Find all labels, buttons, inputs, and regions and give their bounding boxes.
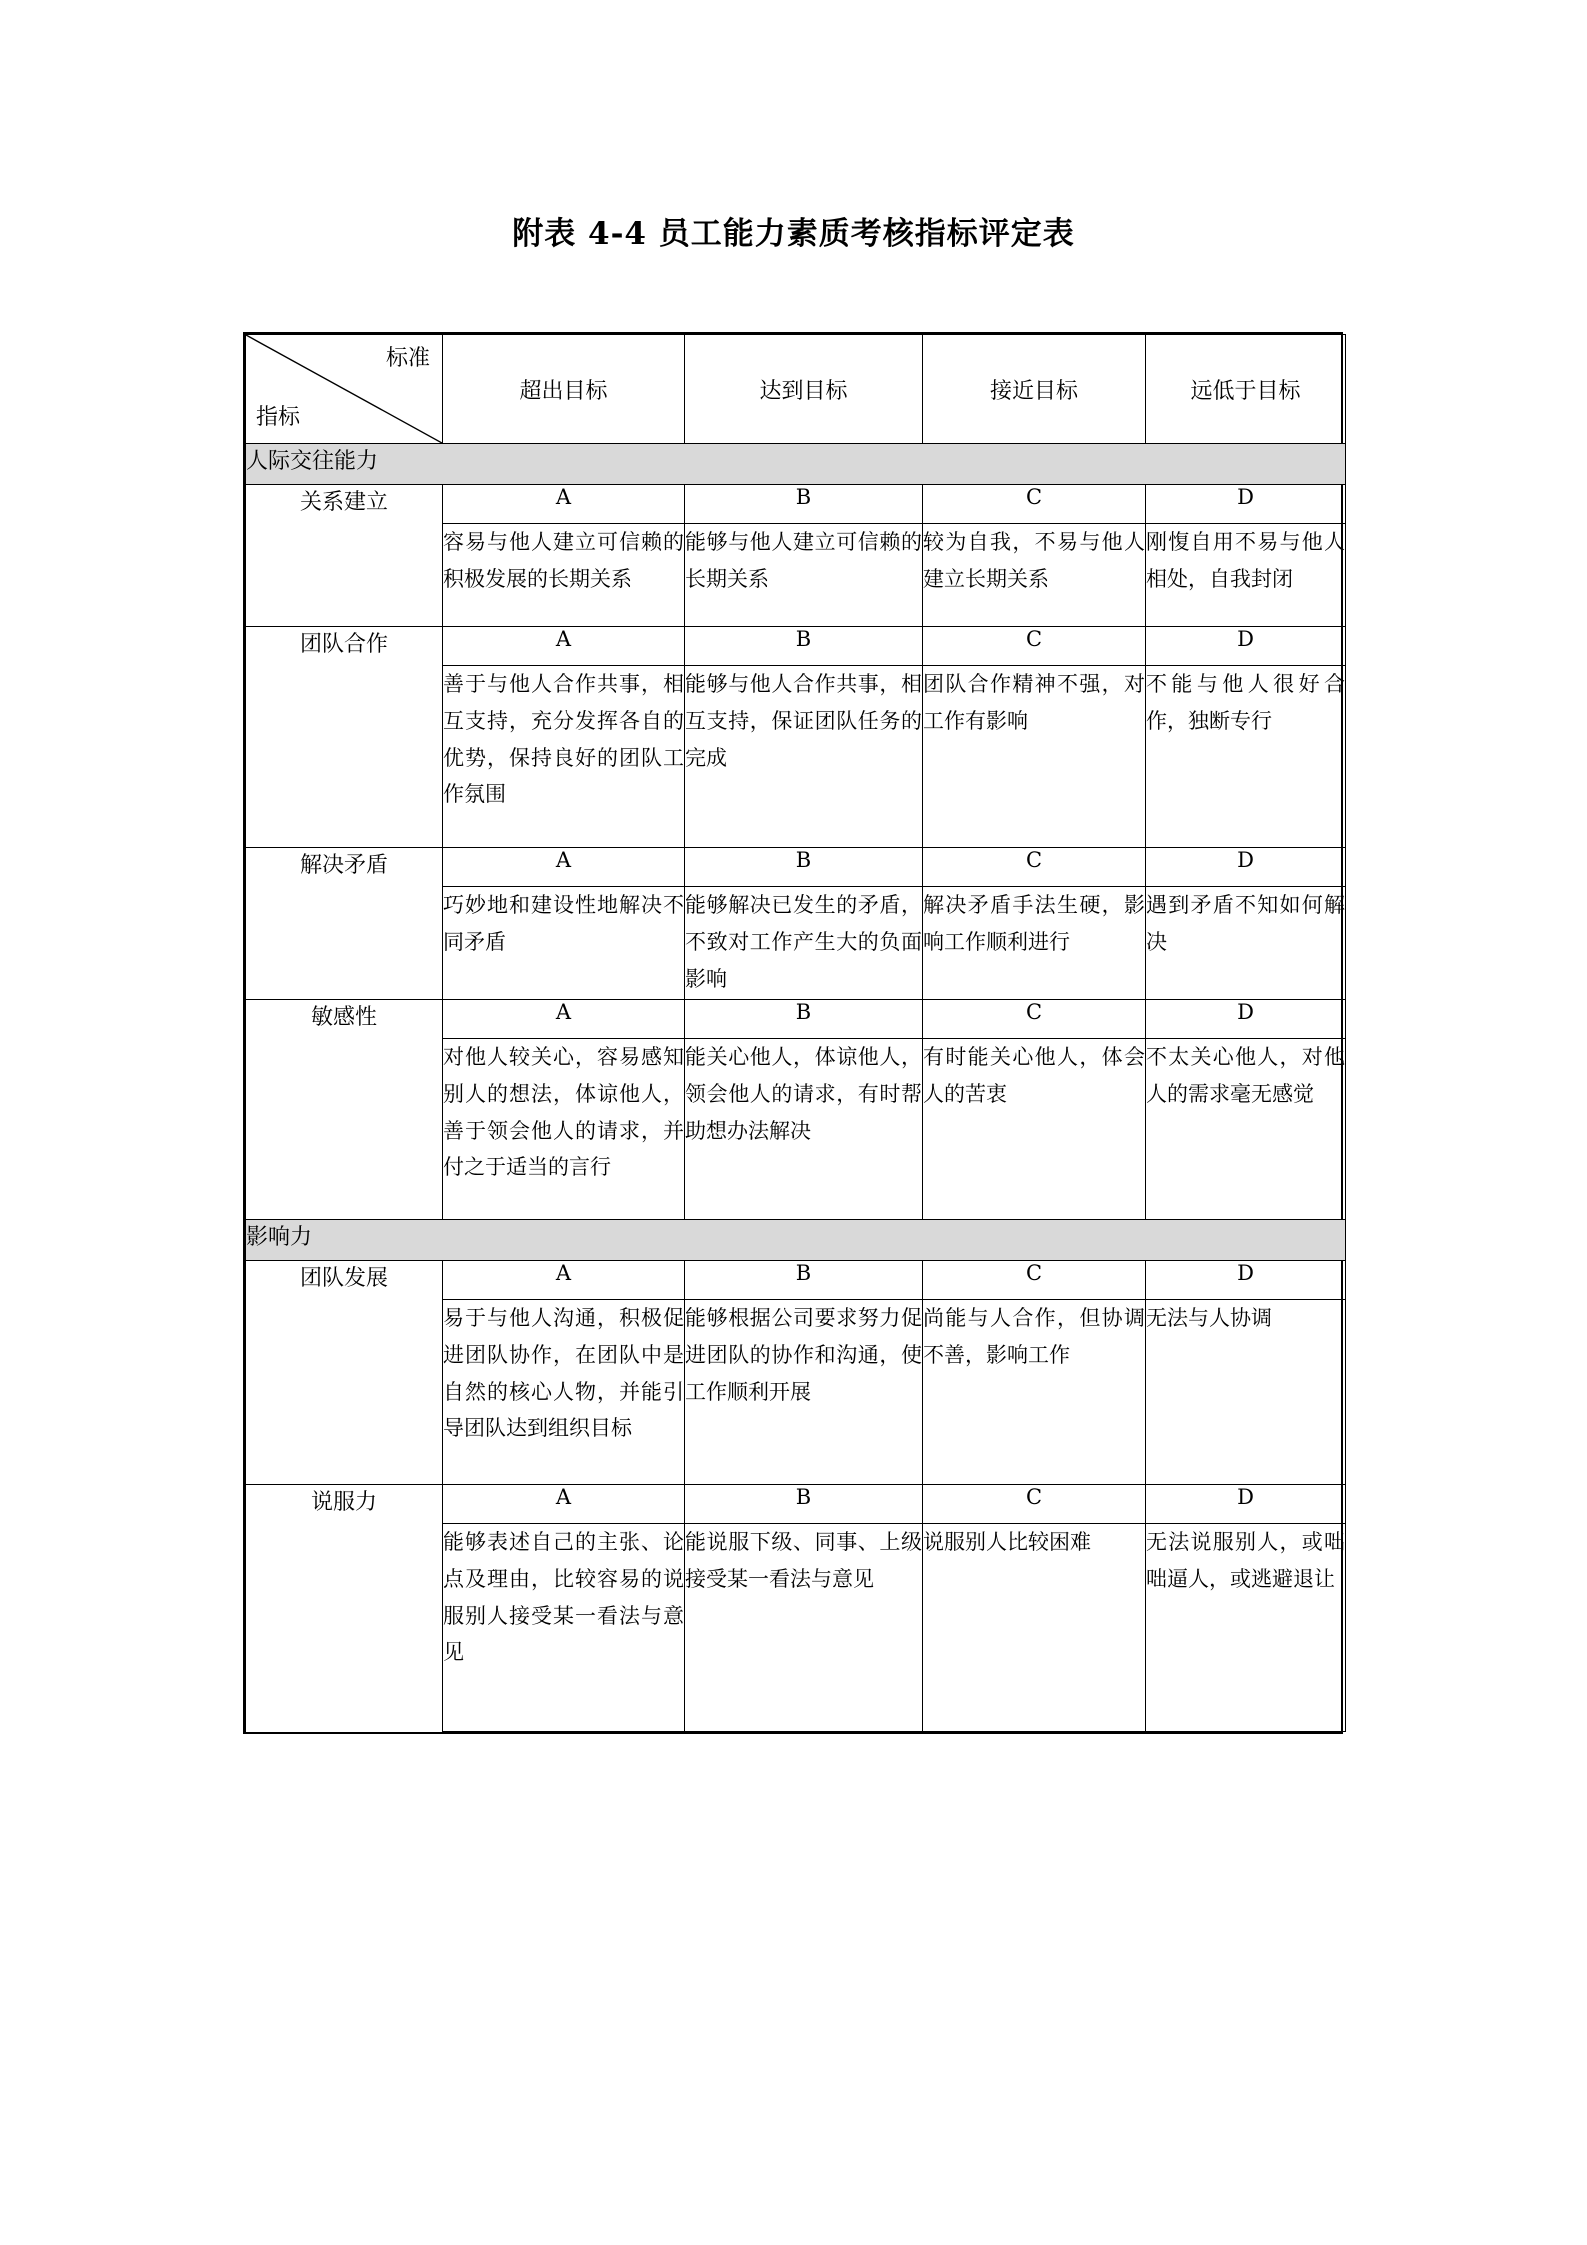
grade-letter: A bbox=[443, 1261, 685, 1300]
description-cell bbox=[685, 1524, 923, 1732]
grade-letter: D bbox=[1146, 1261, 1346, 1300]
description-text: 无法说服别人，或咄咄逼人，或逃避退让 bbox=[1146, 1530, 1345, 1591]
table-header-row bbox=[246, 335, 1346, 444]
header-standard-label: 标准 bbox=[385, 346, 430, 371]
description-text: 能说服下级、同事、上级接受某一看法与意见 bbox=[685, 1530, 922, 1591]
description-cell bbox=[923, 1300, 1146, 1485]
description-cell bbox=[923, 1524, 1146, 1732]
description-text: 较为自我，不易与他人建立长期关系 bbox=[923, 530, 1145, 591]
description-text: 对他人较关心，容易感知别人的想法，体谅他人，善于领会他人的请求，并付之于适当的言行 bbox=[443, 1045, 684, 1180]
grade-letter: D bbox=[1146, 1485, 1346, 1524]
description-cell bbox=[443, 666, 685, 848]
description-text: 巧妙地和建设性地解决不同矛盾 bbox=[443, 893, 684, 954]
description-text: 易于与他人沟通，积极促进团队协作，在团队中是自然的核心人物，并能引导团队达到组织目标 bbox=[443, 1306, 684, 1441]
description-text: 无法与人协调 bbox=[1146, 1306, 1272, 1330]
grade-letter: C bbox=[923, 627, 1146, 666]
description-cell bbox=[1146, 524, 1346, 627]
description-text: 有时能关心他人，体会人的苦衷 bbox=[923, 1045, 1145, 1106]
column-header-2: 达到目标 bbox=[685, 335, 923, 444]
description-cell bbox=[1146, 1524, 1346, 1732]
description-text: 能够表述自己的主张、论点及理由，比较容易的说服别人接受某一看法与意见 bbox=[443, 1530, 684, 1665]
description-text: 说服别人比较困难 bbox=[923, 1530, 1091, 1554]
grade-letter-row bbox=[246, 627, 1346, 666]
section-header-row bbox=[246, 444, 1346, 485]
rating-table-container bbox=[243, 332, 1343, 1734]
description-text: 团队合作精神不强，对工作有影响 bbox=[923, 672, 1145, 733]
description-cell bbox=[443, 887, 685, 1000]
grade-letter-row bbox=[246, 848, 1346, 887]
description-cell bbox=[443, 1300, 685, 1485]
description-cell bbox=[1146, 1039, 1346, 1220]
description-cell bbox=[1146, 1300, 1346, 1485]
indicator-name-cell: 团队合作 bbox=[246, 627, 443, 848]
grade-letter-row bbox=[246, 1261, 1346, 1300]
header-corner-cell bbox=[246, 335, 443, 444]
grade-letter: D bbox=[1146, 485, 1346, 524]
description-text: 遇到矛盾不知如何解决 bbox=[1146, 893, 1345, 954]
grade-letter: A bbox=[443, 627, 685, 666]
page-title: 附表 4-4 员工能力素质考核指标评定表 bbox=[512, 216, 1075, 252]
description-text: 不太关心他人，对他人的需求毫无感觉 bbox=[1146, 1045, 1345, 1106]
description-text: 不能与他人很好合作，独断专行 bbox=[1146, 672, 1345, 733]
grade-letter: A bbox=[443, 485, 685, 524]
description-cell bbox=[923, 524, 1146, 627]
header-indicator-label: 指标 bbox=[256, 405, 301, 430]
grade-letter-row bbox=[246, 485, 1346, 524]
description-text: 尚能与人合作，但协调不善，影响工作 bbox=[923, 1306, 1145, 1367]
grade-letter: D bbox=[1146, 1000, 1346, 1039]
grade-letter: B bbox=[685, 1261, 923, 1300]
description-cell bbox=[685, 1300, 923, 1485]
grade-letter: B bbox=[685, 485, 923, 524]
description-text: 容易与他人建立可信赖的积极发展的长期关系 bbox=[443, 530, 684, 591]
section-title: 人际交往能力 bbox=[246, 444, 1346, 485]
description-text: 解决矛盾手法生硬，影响工作顺利进行 bbox=[923, 893, 1145, 954]
description-cell bbox=[685, 666, 923, 848]
description-cell bbox=[923, 887, 1146, 1000]
section-header-row bbox=[246, 1220, 1346, 1261]
grade-letter: D bbox=[1146, 627, 1346, 666]
description-cell bbox=[923, 1039, 1146, 1220]
indicator-name-cell: 说服力 bbox=[246, 1485, 443, 1732]
grade-letter: A bbox=[443, 848, 685, 887]
description-text: 能够与他人建立可信赖的长期关系 bbox=[685, 530, 922, 591]
description-cell bbox=[1146, 887, 1346, 1000]
description-cell bbox=[685, 887, 923, 1000]
grade-letter: C bbox=[923, 848, 1146, 887]
description-text: 能够解决已发生的矛盾，不致对工作产生大的负面影响 bbox=[685, 893, 922, 991]
grade-letter: B bbox=[685, 1000, 923, 1039]
grade-letter: A bbox=[443, 1000, 685, 1039]
description-cell bbox=[685, 1039, 923, 1220]
description-text: 善于与他人合作共事，相互支持，充分发挥各自的优势，保持良好的团队工作氛围 bbox=[443, 672, 684, 807]
grade-letter: A bbox=[443, 1485, 685, 1524]
indicator-name-cell: 关系建立 bbox=[246, 485, 443, 627]
column-header-3: 接近目标 bbox=[923, 335, 1146, 444]
description-cell bbox=[443, 1039, 685, 1220]
grade-letter: B bbox=[685, 1485, 923, 1524]
description-text: 能够根据公司要求努力促进团队的协作和沟通，使工作顺利开展 bbox=[685, 1306, 922, 1404]
description-cell bbox=[1146, 666, 1346, 848]
column-header-4: 远低于目标 bbox=[1146, 335, 1346, 444]
grade-letter: C bbox=[923, 1485, 1146, 1524]
description-text: 能关心他人，体谅他人，领会他人的请求，有时帮助想办法解决 bbox=[685, 1045, 922, 1143]
column-header-1: 超出目标 bbox=[443, 335, 685, 444]
grade-letter: C bbox=[923, 1261, 1146, 1300]
grade-letter: B bbox=[685, 848, 923, 887]
grade-letter: C bbox=[923, 1000, 1146, 1039]
grade-letter: D bbox=[1146, 848, 1346, 887]
grade-letter-row bbox=[246, 1000, 1346, 1039]
grade-letter: C bbox=[923, 485, 1146, 524]
description-cell bbox=[923, 666, 1146, 848]
indicator-name-cell: 敏感性 bbox=[246, 1000, 443, 1220]
description-text: 能够与他人合作共事，相互支持，保证团队任务的完成 bbox=[685, 672, 922, 770]
rating-table bbox=[245, 334, 1346, 1732]
grade-letter-row bbox=[246, 1485, 1346, 1524]
grade-letter: B bbox=[685, 627, 923, 666]
description-text: 刚愎自用不易与他人相处，自我封闭 bbox=[1146, 530, 1345, 591]
indicator-name-cell: 团队发展 bbox=[246, 1261, 443, 1485]
indicator-name-cell: 解决矛盾 bbox=[246, 848, 443, 1000]
description-cell bbox=[685, 524, 923, 627]
section-title: 影响力 bbox=[246, 1220, 1346, 1261]
description-cell bbox=[443, 1524, 685, 1732]
description-cell bbox=[443, 524, 685, 627]
